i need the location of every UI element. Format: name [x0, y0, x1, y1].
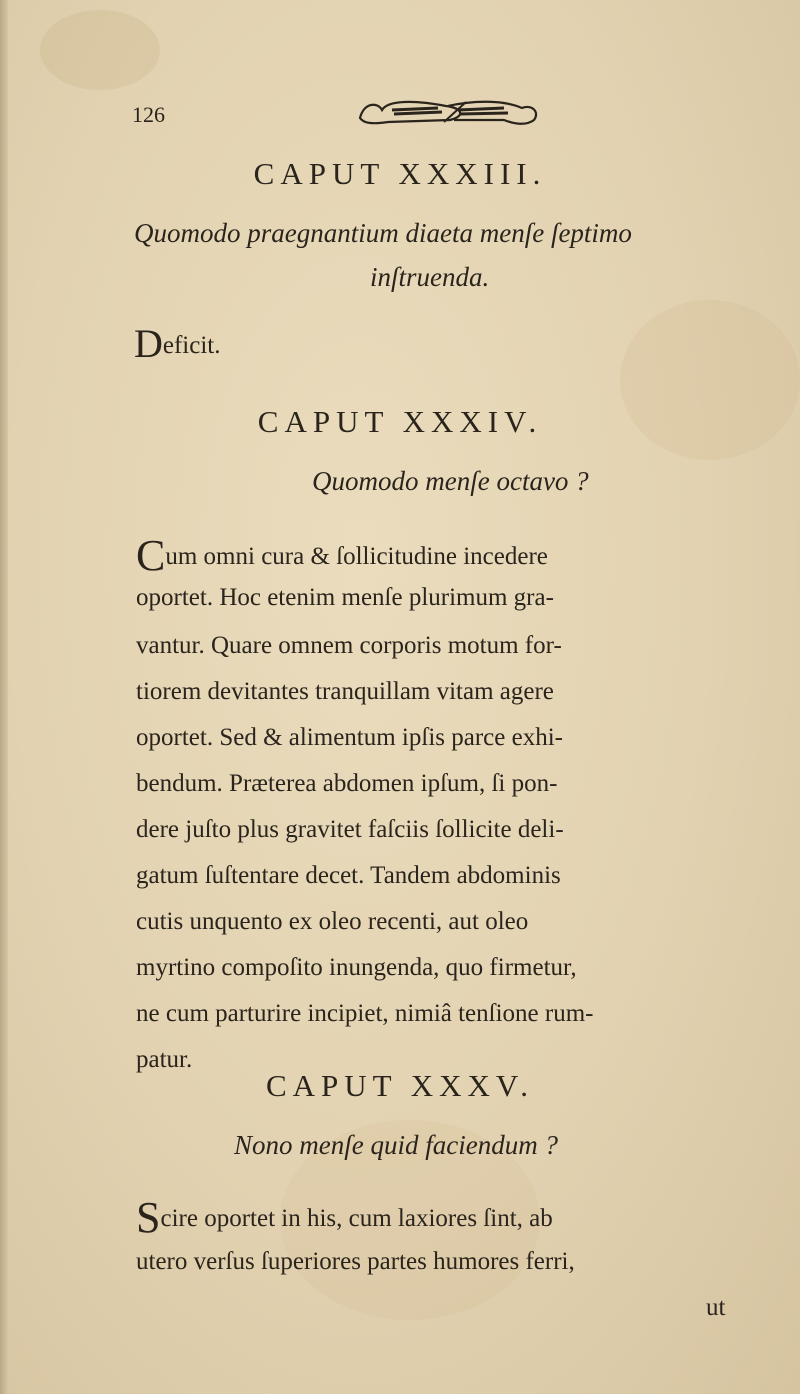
chapter-33-text: eficit. [162, 332, 221, 359]
chapter-34-heading: CAPUT XXXIV. [257, 404, 543, 439]
text-line: bendum. Præterea abdomen ipſum, ſi pon- [136, 770, 558, 797]
text-line: cutis unquento ex oleo recenti, aut oleo [136, 908, 529, 935]
page-edge [0, 0, 8, 1394]
text-line: gatum ſuſtentare decet. Tandem abdominis [136, 862, 561, 889]
drop-cap: C [136, 531, 166, 580]
chapter-35-paragraph [136, 1193, 766, 1296]
text-line: dere juſto plus gravitet faſciis ſollicite deli- [136, 816, 564, 843]
line-text: cire oportet in his, cum laxiores ſint, ab [160, 1205, 553, 1232]
ornament-headpiece [354, 96, 544, 130]
line-text: um omni cura & ſollicitudine incedere [165, 543, 548, 570]
text-line: myrtino compoſito inungenda, quo firmetur, [136, 954, 577, 981]
text-line: ne cum parturire incipiet, nimiâ tenſione rum- [136, 1000, 594, 1027]
text-line: tiorem devitantes tranquillam vitam agere [136, 678, 554, 705]
drop-cap: S [136, 1193, 161, 1242]
chapter-34-paragraph [136, 531, 766, 1073]
chapter-33-body [134, 321, 221, 366]
text-line [136, 531, 548, 580]
drop-cap: D [134, 321, 163, 366]
catchword: ut [706, 1294, 726, 1321]
text-line: oportet. Hoc etenim menſe plurimum gra- [136, 584, 554, 611]
text-line: patur. [136, 1046, 193, 1073]
chapter-34-subtitle: Quomodo menſe octavo ? [312, 466, 589, 496]
text-line: oportet. Sed & alimentum ipſis parce exhi- [136, 724, 563, 751]
text-line: vantur. Quare omnem corporis motum for- [136, 632, 562, 659]
chapter-33-subtitle-line-2: inſtruenda. [370, 262, 490, 292]
paper-stain [40, 10, 160, 90]
chapter-33-subtitle-line-1: Quomodo praegnantium diaeta menſe ſeptimo [134, 218, 632, 248]
chapter-35-subtitle: Nono menſe quid faciendum ? [234, 1130, 558, 1160]
chapter-33-heading: CAPUT XXXIII. [253, 156, 547, 191]
page-number: 126 [132, 102, 165, 127]
text-line [136, 1193, 553, 1242]
text-line: utero verſus ſuperiores partes humores ferri, [136, 1248, 575, 1275]
page-header [132, 96, 732, 136]
chapter-35-heading: CAPUT XXXV. [265, 1068, 535, 1103]
